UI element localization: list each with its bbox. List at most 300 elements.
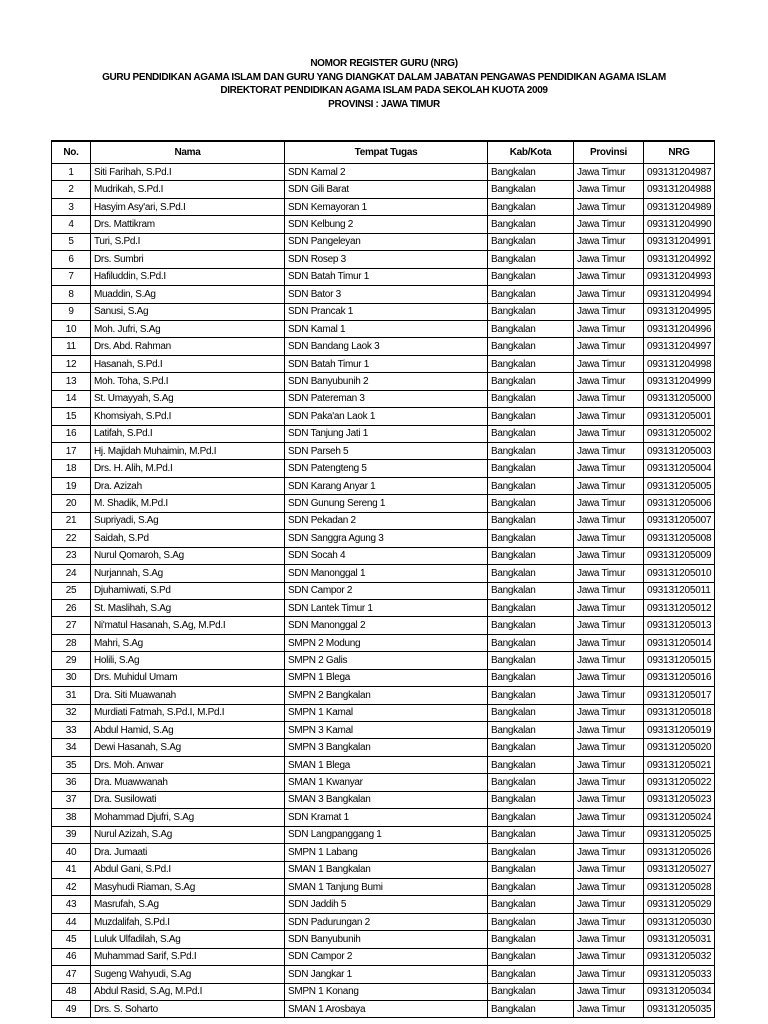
cell-no: 7 — [52, 268, 91, 285]
column-header-nrg: NRG — [644, 141, 715, 164]
cell-tempat-tugas: SDN Gili Barat — [285, 181, 488, 198]
cell-provinsi: Jawa Timur — [574, 373, 644, 390]
cell-tempat-tugas: SDN Padurungan 2 — [285, 913, 488, 930]
cell-no: 32 — [52, 704, 91, 721]
cell-nrg: 093131205015 — [644, 652, 715, 669]
cell-kab-kota: Bangkalan — [488, 408, 574, 425]
cell-nama: M. Shadik, M.Pd.I — [91, 495, 285, 512]
table-row — [52, 844, 715, 861]
cell-nrg: 093131204991 — [644, 233, 715, 250]
cell-tempat-tugas: SDN Prancak 1 — [285, 303, 488, 320]
table-row — [52, 355, 715, 372]
cell-no: 41 — [52, 861, 91, 878]
table-row — [52, 722, 715, 739]
cell-provinsi: Jawa Timur — [574, 861, 644, 878]
cell-no: 12 — [52, 355, 91, 372]
cell-nama: Masyhudi Riaman, S.Ag — [91, 878, 285, 895]
cell-provinsi: Jawa Timur — [574, 181, 644, 198]
cell-provinsi: Jawa Timur — [574, 966, 644, 983]
cell-nama: Abdul Hamid, S.Ag — [91, 722, 285, 739]
cell-nrg: 093131205035 — [644, 1001, 715, 1018]
cell-nrg: 093131205018 — [644, 704, 715, 721]
cell-nama: Dewi Hasanah, S.Ag — [91, 739, 285, 756]
table-row — [52, 530, 715, 547]
cell-nama: Drs. S. Soharto — [91, 1001, 285, 1018]
cell-nrg: 093131204997 — [644, 338, 715, 355]
cell-nrg: 093131204993 — [644, 268, 715, 285]
cell-nama: Nurjannah, S.Ag — [91, 565, 285, 582]
cell-nrg: 093131205020 — [644, 739, 715, 756]
table-row — [52, 303, 715, 320]
cell-kab-kota: Bangkalan — [488, 512, 574, 529]
table-row — [52, 617, 715, 634]
cell-no: 1 — [52, 164, 91, 181]
table-row — [52, 286, 715, 303]
cell-kab-kota: Bangkalan — [488, 530, 574, 547]
cell-provinsi: Jawa Timur — [574, 443, 644, 460]
cell-nama: Abdul Rasid, S.Ag, M.Pd.I — [91, 983, 285, 1000]
cell-kab-kota: Bangkalan — [488, 599, 574, 616]
cell-nrg: 093131205027 — [644, 861, 715, 878]
cell-kab-kota: Bangkalan — [488, 826, 574, 843]
cell-nrg: 093131205001 — [644, 408, 715, 425]
cell-kab-kota: Bangkalan — [488, 373, 574, 390]
cell-nama: Djuhamiwati, S.Pd — [91, 582, 285, 599]
cell-no: 23 — [52, 547, 91, 564]
header-title: NOMOR REGISTER GURU (NRG) — [310, 58, 458, 69]
cell-kab-kota: Bangkalan — [488, 687, 574, 704]
cell-tempat-tugas: SDN Banyubunih 2 — [285, 373, 488, 390]
cell-tempat-tugas: SDN Campor 2 — [285, 582, 488, 599]
table-row — [52, 756, 715, 773]
cell-provinsi: Jawa Timur — [574, 739, 644, 756]
cell-nrg: 093131205033 — [644, 966, 715, 983]
header-province: PROVINSI : JAWA TIMUR — [328, 98, 440, 110]
cell-provinsi: Jawa Timur — [574, 460, 644, 477]
cell-nama: Turi, S.Pd.I — [91, 233, 285, 250]
cell-kab-kota: Bangkalan — [488, 547, 574, 564]
cell-no: 46 — [52, 948, 91, 965]
cell-nama: Siti Farihah, S.Pd.I — [91, 164, 285, 181]
cell-nama: Saidah, S.Pd — [91, 530, 285, 547]
cell-kab-kota: Bangkalan — [488, 791, 574, 808]
cell-no: 16 — [52, 425, 91, 442]
cell-provinsi: Jawa Timur — [574, 233, 644, 250]
cell-nrg: 093131205004 — [644, 460, 715, 477]
cell-no: 6 — [52, 251, 91, 268]
cell-nrg: 093131205024 — [644, 809, 715, 826]
table-row — [52, 826, 715, 843]
cell-no: 15 — [52, 408, 91, 425]
cell-kab-kota: Bangkalan — [488, 983, 574, 1000]
column-header-nama: Nama — [91, 141, 285, 164]
cell-tempat-tugas: SDN Kamal 1 — [285, 320, 488, 337]
cell-nrg: 093131204988 — [644, 181, 715, 198]
cell-no: 19 — [52, 477, 91, 494]
cell-nama: Mahri, S.Ag — [91, 634, 285, 651]
cell-kab-kota: Bangkalan — [488, 861, 574, 878]
cell-tempat-tugas: SDN Jangkar 1 — [285, 966, 488, 983]
cell-provinsi: Jawa Timur — [574, 164, 644, 181]
cell-kab-kota: Bangkalan — [488, 425, 574, 442]
cell-provinsi: Jawa Timur — [574, 878, 644, 895]
cell-no: 17 — [52, 443, 91, 460]
table-row — [52, 198, 715, 215]
table-row — [52, 565, 715, 582]
cell-nrg: 093131204994 — [644, 286, 715, 303]
cell-kab-kota: Bangkalan — [488, 739, 574, 756]
table-row — [52, 164, 715, 181]
cell-no: 25 — [52, 582, 91, 599]
cell-no: 10 — [52, 320, 91, 337]
cell-nama: Hasyim Asy'ari, S.Pd.I — [91, 198, 285, 215]
cell-no: 21 — [52, 512, 91, 529]
cell-provinsi: Jawa Timur — [574, 495, 644, 512]
cell-tempat-tugas: SMPN 2 Bangkalan — [285, 687, 488, 704]
cell-kab-kota: Bangkalan — [488, 704, 574, 721]
cell-nrg: 093131205016 — [644, 669, 715, 686]
cell-kab-kota: Bangkalan — [488, 216, 574, 233]
cell-nrg: 093131204987 — [644, 164, 715, 181]
cell-no: 18 — [52, 460, 91, 477]
cell-no: 11 — [52, 338, 91, 355]
cell-no: 36 — [52, 774, 91, 791]
cell-provinsi: Jawa Timur — [574, 1001, 644, 1018]
cell-nrg: 093131204999 — [644, 373, 715, 390]
cell-no: 37 — [52, 791, 91, 808]
cell-tempat-tugas: SMAN 1 Arosbaya — [285, 1001, 488, 1018]
cell-tempat-tugas: SDN Batah Timur 1 — [285, 355, 488, 372]
cell-nrg: 093131205034 — [644, 983, 715, 1000]
nrg-table — [51, 140, 715, 1018]
table-row — [52, 443, 715, 460]
cell-no: 20 — [52, 495, 91, 512]
cell-no: 9 — [52, 303, 91, 320]
table-row — [52, 251, 715, 268]
table-row — [52, 460, 715, 477]
cell-no: 24 — [52, 565, 91, 582]
document-header — [0, 57, 768, 111]
cell-no: 4 — [52, 216, 91, 233]
cell-nama: Moh. Jufri, S.Ag — [91, 320, 285, 337]
cell-tempat-tugas: SDN Kemayoran 1 — [285, 198, 488, 215]
cell-kab-kota: Bangkalan — [488, 931, 574, 948]
cell-provinsi: Jawa Timur — [574, 948, 644, 965]
cell-tempat-tugas: SMPN 1 Kamal — [285, 704, 488, 721]
cell-kab-kota: Bangkalan — [488, 896, 574, 913]
cell-kab-kota: Bangkalan — [488, 756, 574, 773]
cell-kab-kota: Bangkalan — [488, 878, 574, 895]
cell-nrg: 093131205028 — [644, 878, 715, 895]
cell-tempat-tugas: SDN Jaddih 5 — [285, 896, 488, 913]
cell-tempat-tugas: SDN Manonggal 1 — [285, 565, 488, 582]
cell-kab-kota: Bangkalan — [488, 652, 574, 669]
cell-kab-kota: Bangkalan — [488, 198, 574, 215]
cell-nrg: 093131205031 — [644, 931, 715, 948]
cell-provinsi: Jawa Timur — [574, 303, 644, 320]
cell-nrg: 093131204990 — [644, 216, 715, 233]
table-row — [52, 896, 715, 913]
cell-nama: Drs. H. Alih, M.Pd.I — [91, 460, 285, 477]
cell-no: 34 — [52, 739, 91, 756]
cell-nama: St. Maslihah, S.Ag — [91, 599, 285, 616]
table-row — [52, 861, 715, 878]
cell-nrg: 093131205021 — [644, 756, 715, 773]
cell-tempat-tugas: SDN Kamal 2 — [285, 164, 488, 181]
cell-nrg: 093131205012 — [644, 599, 715, 616]
cell-nama: St. Umayyah, S.Ag — [91, 390, 285, 407]
cell-nrg: 093131205007 — [644, 512, 715, 529]
table-row — [52, 983, 715, 1000]
cell-nama: Ni'matul Hasanah, S.Ag, M.Pd.I — [91, 617, 285, 634]
cell-provinsi: Jawa Timur — [574, 617, 644, 634]
cell-no: 8 — [52, 286, 91, 303]
column-header-kab-kota: Kab/Kota — [488, 141, 574, 164]
cell-tempat-tugas: SMAN 1 Tanjung Bumi — [285, 878, 488, 895]
table-row — [52, 687, 715, 704]
cell-nama: Mohammad Djufri, S.Ag — [91, 809, 285, 826]
cell-no: 29 — [52, 652, 91, 669]
cell-tempat-tugas: SMPN 2 Modung — [285, 634, 488, 651]
cell-nama: Masrufah, S.Ag — [91, 896, 285, 913]
cell-nrg: 093131205005 — [644, 477, 715, 494]
cell-tempat-tugas: SMAN 1 Bangkalan — [285, 861, 488, 878]
cell-kab-kota: Bangkalan — [488, 774, 574, 791]
cell-no: 14 — [52, 390, 91, 407]
column-header-no: No. — [52, 141, 91, 164]
cell-provinsi: Jawa Timur — [574, 425, 644, 442]
cell-kab-kota: Bangkalan — [488, 477, 574, 494]
cell-tempat-tugas: SDN Parseh 5 — [285, 443, 488, 460]
table-row — [52, 931, 715, 948]
cell-kab-kota: Bangkalan — [488, 617, 574, 634]
cell-provinsi: Jawa Timur — [574, 704, 644, 721]
cell-no: 26 — [52, 599, 91, 616]
cell-tempat-tugas: SDN Gunung Sereng 1 — [285, 495, 488, 512]
cell-kab-kota: Bangkalan — [488, 722, 574, 739]
cell-nama: Muzdalifah, S.Pd.I — [91, 913, 285, 930]
cell-nama: Nurul Qomaroh, S.Ag — [91, 547, 285, 564]
cell-nrg: 093131205010 — [644, 565, 715, 582]
cell-provinsi: Jawa Timur — [574, 896, 644, 913]
table-row — [52, 704, 715, 721]
cell-nrg: 093131205008 — [644, 530, 715, 547]
cell-provinsi: Jawa Timur — [574, 756, 644, 773]
cell-kab-kota: Bangkalan — [488, 286, 574, 303]
cell-nama: Dra. Jumaati — [91, 844, 285, 861]
table-row — [52, 320, 715, 337]
cell-nama: Drs. Abd. Rahman — [91, 338, 285, 355]
cell-nama: Holili, S.Ag — [91, 652, 285, 669]
cell-tempat-tugas: SDN Tanjung Jati 1 — [285, 425, 488, 442]
table-header-row — [52, 141, 715, 164]
cell-kab-kota: Bangkalan — [488, 809, 574, 826]
cell-kab-kota: Bangkalan — [488, 948, 574, 965]
cell-provinsi: Jawa Timur — [574, 547, 644, 564]
table-row — [52, 181, 715, 198]
cell-tempat-tugas: SDN Manonggal 2 — [285, 617, 488, 634]
table-row — [52, 408, 715, 425]
cell-nama: Abdul Gani, S.Pd.I — [91, 861, 285, 878]
cell-nrg: 093131205000 — [644, 390, 715, 407]
cell-no: 38 — [52, 809, 91, 826]
cell-tempat-tugas: SDN Karang Anyar 1 — [285, 477, 488, 494]
cell-tempat-tugas: SDN Langpanggang 1 — [285, 826, 488, 843]
cell-no: 35 — [52, 756, 91, 773]
cell-tempat-tugas: SDN Paka'an Laok 1 — [285, 408, 488, 425]
cell-tempat-tugas: SDN Bandang Laok 3 — [285, 338, 488, 355]
cell-tempat-tugas: SMPN 1 Labang — [285, 844, 488, 861]
cell-tempat-tugas: SMAN 1 Kwanyar — [285, 774, 488, 791]
cell-nama: Sugeng Wahyudi, S.Ag — [91, 966, 285, 983]
cell-kab-kota: Bangkalan — [488, 582, 574, 599]
cell-no: 45 — [52, 931, 91, 948]
cell-no: 44 — [52, 913, 91, 930]
cell-kab-kota: Bangkalan — [488, 251, 574, 268]
cell-kab-kota: Bangkalan — [488, 355, 574, 372]
cell-kab-kota: Bangkalan — [488, 495, 574, 512]
table-row — [52, 634, 715, 651]
cell-kab-kota: Bangkalan — [488, 390, 574, 407]
cell-no: 27 — [52, 617, 91, 634]
cell-provinsi: Jawa Timur — [574, 599, 644, 616]
cell-nrg: 093131204989 — [644, 198, 715, 215]
cell-nama: Supriyadi, S.Ag — [91, 512, 285, 529]
cell-no: 33 — [52, 722, 91, 739]
cell-nrg: 093131205030 — [644, 913, 715, 930]
cell-provinsi: Jawa Timur — [574, 355, 644, 372]
cell-nrg: 093131205014 — [644, 634, 715, 651]
cell-provinsi: Jawa Timur — [574, 390, 644, 407]
cell-kab-kota: Bangkalan — [488, 634, 574, 651]
cell-tempat-tugas: SDN Sanggra Agung 3 — [285, 530, 488, 547]
cell-kab-kota: Bangkalan — [488, 233, 574, 250]
cell-nama: Dra. Siti Muawanah — [91, 687, 285, 704]
table-row — [52, 878, 715, 895]
cell-nrg: 093131205017 — [644, 687, 715, 704]
table-row — [52, 652, 715, 669]
table-row — [52, 477, 715, 494]
cell-nrg: 093131204995 — [644, 303, 715, 320]
cell-tempat-tugas: SDN Pekadan 2 — [285, 512, 488, 529]
cell-tempat-tugas: SDN Pangeleyan — [285, 233, 488, 250]
cell-no: 30 — [52, 669, 91, 686]
cell-nama: Dra. Susilowati — [91, 791, 285, 808]
cell-nama: Muaddin, S.Ag — [91, 286, 285, 303]
cell-provinsi: Jawa Timur — [574, 286, 644, 303]
cell-kab-kota: Bangkalan — [488, 1001, 574, 1018]
cell-kab-kota: Bangkalan — [488, 338, 574, 355]
cell-tempat-tugas: SDN Kelbung 2 — [285, 216, 488, 233]
cell-tempat-tugas: SDN Patengteng 5 — [285, 460, 488, 477]
column-header-provinsi: Provinsi — [574, 141, 644, 164]
table-row — [52, 913, 715, 930]
cell-tempat-tugas: SMPN 3 Kamal — [285, 722, 488, 739]
cell-nama: Murdiati Fatmah, S.Pd.I, M.Pd.I — [91, 704, 285, 721]
cell-provinsi: Jawa Timur — [574, 216, 644, 233]
table-row — [52, 495, 715, 512]
cell-tempat-tugas: SMPN 1 Konang — [285, 983, 488, 1000]
cell-kab-kota: Bangkalan — [488, 443, 574, 460]
table-body — [52, 164, 715, 1018]
table-row — [52, 669, 715, 686]
cell-no: 47 — [52, 966, 91, 983]
cell-provinsi: Jawa Timur — [574, 512, 644, 529]
table-row — [52, 512, 715, 529]
table-row — [52, 791, 715, 808]
cell-nrg: 093131204996 — [644, 320, 715, 337]
cell-no: 5 — [52, 233, 91, 250]
cell-nama: Drs. Mattikram — [91, 216, 285, 233]
cell-provinsi: Jawa Timur — [574, 844, 644, 861]
cell-provinsi: Jawa Timur — [574, 983, 644, 1000]
cell-provinsi: Jawa Timur — [574, 687, 644, 704]
cell-nama: Khomsiyah, S.Pd.I — [91, 408, 285, 425]
cell-nama: Drs. Moh. Anwar — [91, 756, 285, 773]
cell-provinsi: Jawa Timur — [574, 931, 644, 948]
cell-no: 22 — [52, 530, 91, 547]
cell-nama: Dra. Muawwanah — [91, 774, 285, 791]
cell-provinsi: Jawa Timur — [574, 477, 644, 494]
cell-nrg: 093131205013 — [644, 617, 715, 634]
cell-provinsi: Jawa Timur — [574, 826, 644, 843]
cell-tempat-tugas: SDN Batah Timur 1 — [285, 268, 488, 285]
cell-provinsi: Jawa Timur — [574, 809, 644, 826]
cell-nama: Latifah, S.Pd.I — [91, 425, 285, 442]
cell-nama: Luluk Ulfadilah, S.Ag — [91, 931, 285, 948]
table-row — [52, 948, 715, 965]
cell-provinsi: Jawa Timur — [574, 722, 644, 739]
cell-no: 31 — [52, 687, 91, 704]
cell-tempat-tugas: SDN Campor 2 — [285, 948, 488, 965]
table-row — [52, 338, 715, 355]
cell-tempat-tugas: SMAN 3 Bangkalan — [285, 791, 488, 808]
cell-no: 39 — [52, 826, 91, 843]
cell-tempat-tugas: SDN Rosep 3 — [285, 251, 488, 268]
table-row — [52, 582, 715, 599]
table-row — [52, 739, 715, 756]
header-subtitle: GURU PENDIDIKAN AGAMA ISLAM DAN GURU YANG DIANGKAT DALAM JABATAN PENGAWAS PENDIDIKAN AGAMA ISLAM — [102, 71, 666, 83]
cell-no: 13 — [52, 373, 91, 390]
cell-no: 48 — [52, 983, 91, 1000]
cell-provinsi: Jawa Timur — [574, 408, 644, 425]
cell-provinsi: Jawa Timur — [574, 565, 644, 582]
cell-nama: Dra. Azizah — [91, 477, 285, 494]
cell-kab-kota: Bangkalan — [488, 844, 574, 861]
table-row — [52, 268, 715, 285]
cell-kab-kota: Bangkalan — [488, 913, 574, 930]
cell-kab-kota: Bangkalan — [488, 181, 574, 198]
cell-provinsi: Jawa Timur — [574, 268, 644, 285]
cell-provinsi: Jawa Timur — [574, 774, 644, 791]
table-row — [52, 216, 715, 233]
cell-nrg: 093131205009 — [644, 547, 715, 564]
cell-nrg: 093131205006 — [644, 495, 715, 512]
cell-no: 2 — [52, 181, 91, 198]
cell-kab-kota: Bangkalan — [488, 669, 574, 686]
cell-no: 3 — [52, 198, 91, 215]
cell-kab-kota: Bangkalan — [488, 320, 574, 337]
cell-provinsi: Jawa Timur — [574, 669, 644, 686]
cell-tempat-tugas: SDN Banyubunih — [285, 931, 488, 948]
cell-kab-kota: Bangkalan — [488, 966, 574, 983]
cell-tempat-tugas: SDN Bator 3 — [285, 286, 488, 303]
cell-provinsi: Jawa Timur — [574, 582, 644, 599]
cell-tempat-tugas: SMAN 1 Blega — [285, 756, 488, 773]
cell-tempat-tugas: SDN Kramat 1 — [285, 809, 488, 826]
cell-provinsi: Jawa Timur — [574, 913, 644, 930]
cell-nrg: 093131204998 — [644, 355, 715, 372]
